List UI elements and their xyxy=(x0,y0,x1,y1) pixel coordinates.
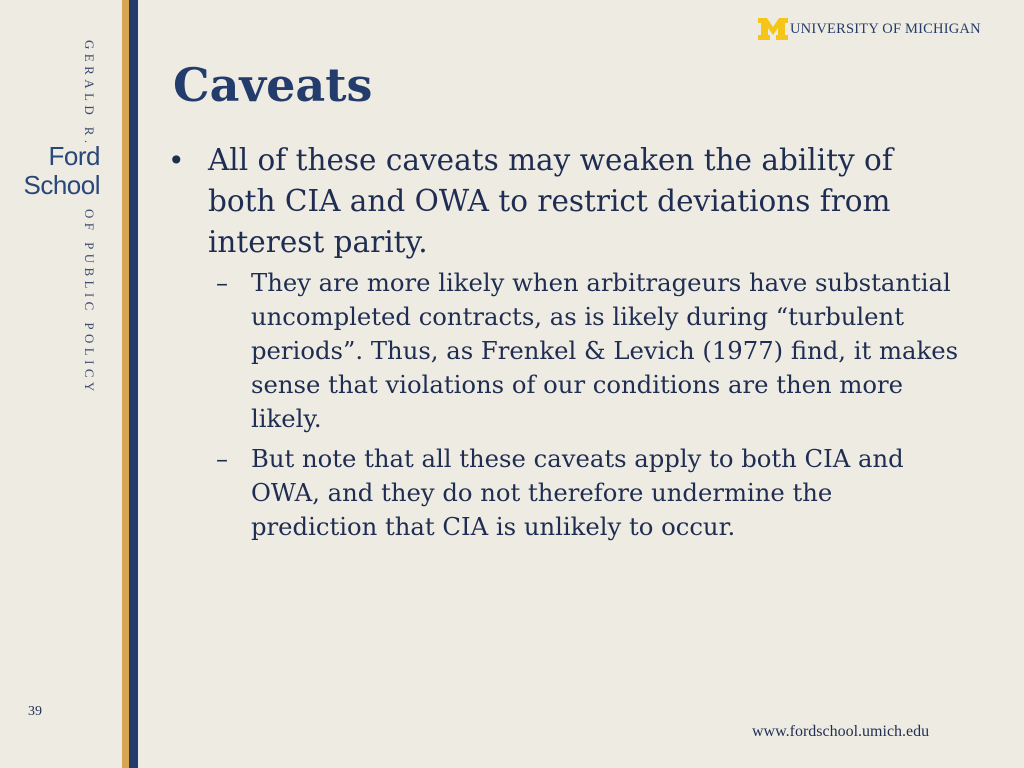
university-logo xyxy=(757,17,981,41)
ford-logo-text: Ford xyxy=(48,141,100,171)
navy-stripe xyxy=(129,0,138,768)
university-logo-text: UNIVERSITY OF MICHIGAN xyxy=(790,21,981,37)
school-logo-text: School xyxy=(23,170,100,200)
bullet-text: All of these caveats may weaken the ability of both CIA and OWA to restrict deviations from interest parity. xyxy=(208,143,893,259)
bullet-marker: • xyxy=(168,144,185,177)
bullet-item xyxy=(166,140,966,263)
gold-stripe xyxy=(122,0,129,768)
sub-bullet-text: But note that all these caveats apply to both CIA and OWA, and they do not therefore undermine the prediction that CIA is unlikely to occur. xyxy=(251,444,904,541)
sub-bullet-text: They are more likely when arbitrageurs have substantial uncompleted contracts, as is likely during “turbulent periods”. Thus, as Frenkel & Levich (1977) find, it makes sense that violations of our conditions are then more likely. xyxy=(251,268,959,433)
slide-content xyxy=(166,140,966,550)
block-m-icon xyxy=(757,17,789,41)
slide-title: Caveats xyxy=(173,58,373,112)
sub-bullet-marker: – xyxy=(216,269,228,297)
sub-bullet-item xyxy=(216,266,966,436)
sub-bullet-item xyxy=(216,442,966,544)
sidebar xyxy=(0,0,122,768)
sidebar-vertical-top: GERALD R. xyxy=(82,40,97,148)
sidebar-vertical-bottom: OF PUBLIC POLICY xyxy=(82,209,97,396)
sub-bullet-list xyxy=(166,266,966,544)
footer-url: www.fordschool.umich.edu xyxy=(752,723,930,740)
page-number: 39 xyxy=(28,704,42,719)
ford-school-logo xyxy=(24,142,101,200)
sub-bullet-marker: – xyxy=(216,445,228,473)
